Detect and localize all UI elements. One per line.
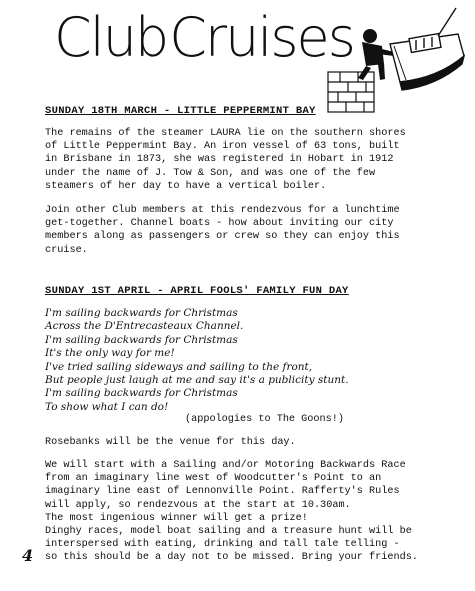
title-cruises: Cruises [169, 6, 354, 69]
lyric-line: It's the only way for me! [45, 347, 175, 360]
page-number: 4 [22, 546, 34, 565]
section2-heading: SUNDAY 1ST APRIL - APRIL FOOLS' FAMILY FUN DAY [45, 285, 349, 297]
section1-paragraph2: Join other Club members at this rendezvous for a lunchtime get-together. Channel boats - how about inviting our city members along as passengers or crew so they can enjoy this cruise. [45, 205, 400, 256]
lyric-line: Across the D'Entrecasteaux Channel. [45, 320, 244, 333]
club-cruises-title [54, 2, 354, 74]
lyric-line: To show what I can do! [45, 400, 169, 413]
section2-paragraph2: We will start with a Sailing and/or Motoring Backwards Race from an imaginary line west of Woodcutter's Point to an imaginary line east of Lennonville Point. Rafferty's Rules will apply, so rendezvous at the start at 10.30am. The most ingenious winner will get a prize! Dinghy races, model boat sailing and a treasure hunt will be interspersed with eating, drinking and tall tale telling - so this should be a day not to be missed. Bring your friends. [45, 460, 418, 564]
lyric-line: I'm sailing backwards for Christmas [45, 333, 238, 346]
song-lyrics [45, 307, 445, 414]
section1-paragraph1: The remains of the steamer LAURA lie on the southern shores of Little Peppermint Bay. An iron vessel of 63 tons, built in Brisbane in 1873, she was registered in Hobart in 1912 under the name of J. Tow & Son, and was one of the few steamers of her day to have a vertical boiler. [45, 128, 406, 192]
man-pushing-boat-illustration [318, 6, 468, 114]
masthead [0, 0, 475, 100]
goons-credit: (appologies to The Goons!) [185, 414, 344, 425]
section1-heading: SUNDAY 18TH MARCH - LITTLE PEPPERMINT BAY [45, 105, 316, 117]
section2-paragraph1: Rosebanks will be the venue for this day. [45, 437, 296, 448]
lyric-line: I'm sailing backwards for Christmas [45, 307, 238, 319]
lyric-line: But people just laugh at me and say it's a publicity stunt. [45, 374, 349, 387]
lyric-line: I've tried sailing sideways and sailing to the front, [45, 360, 313, 373]
lyric-line: I'm sailing backwards for Christmas [45, 387, 238, 400]
title-club: Club [54, 6, 168, 69]
